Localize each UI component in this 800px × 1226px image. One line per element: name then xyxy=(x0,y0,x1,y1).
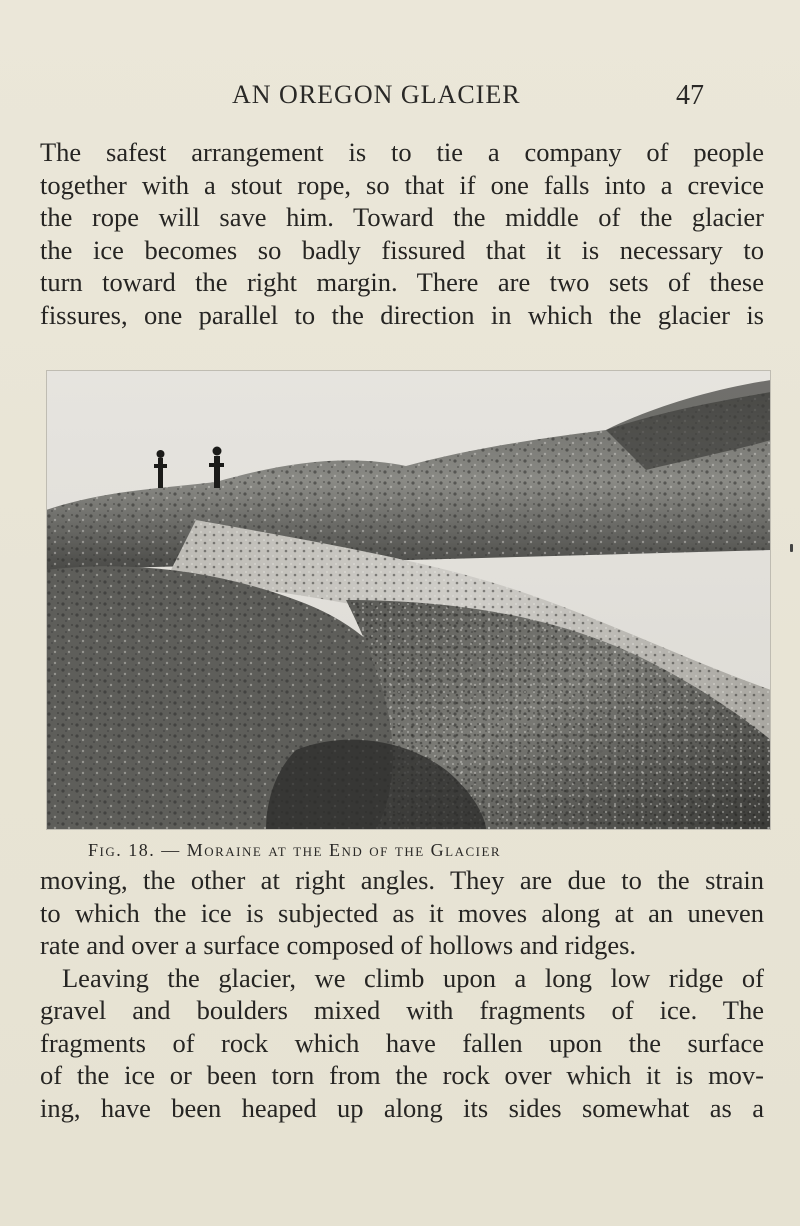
text-line: of the ice or been torn from the rock over which it is mov- xyxy=(40,1060,764,1090)
text-line: The safest arrangement is to tie a company of people xyxy=(40,137,764,167)
paragraph-bottom xyxy=(40,864,764,1124)
page-header xyxy=(0,80,800,114)
running-title: AN OREGON GLACIER xyxy=(232,80,521,109)
margin-mark xyxy=(790,544,793,552)
text-line: ing, have been heaped up along its sides somewhat as a xyxy=(40,1092,764,1123)
text-line: turn toward the right margin. There are two sets of these xyxy=(40,267,764,297)
moraine-photograph xyxy=(46,370,771,830)
text-line: fragments of rock which have fallen upon the surface xyxy=(40,1027,764,1058)
text-line: gravel and boulders mixed with fragments of ice. The xyxy=(40,995,764,1025)
text-line: moving, the other at right angles. They are due to the strain xyxy=(40,865,764,895)
text-line: Leaving the glacier, we climb upon a long low ridge of xyxy=(62,962,764,993)
page-number: 47 xyxy=(676,80,704,111)
figure-caption: Fig. 18. — Moraine at the End of the Glacier xyxy=(88,840,502,860)
paragraph-top xyxy=(40,136,764,331)
text-line: fissures, one parallel to the direction in which the glacier is xyxy=(40,299,764,330)
text-line: rate and over a surface composed of hollows and ridges. xyxy=(40,930,637,960)
text-line: the ice becomes so badly fissured that it is necessary to xyxy=(40,234,764,265)
text-line: the rope will save him. Toward the middle of the glacier xyxy=(40,202,764,232)
text-line: together with a stout rope, so that if one falls into a crevice xyxy=(40,169,764,200)
text-line: to which the ice is subjected as it moves along at an uneven xyxy=(40,897,764,928)
